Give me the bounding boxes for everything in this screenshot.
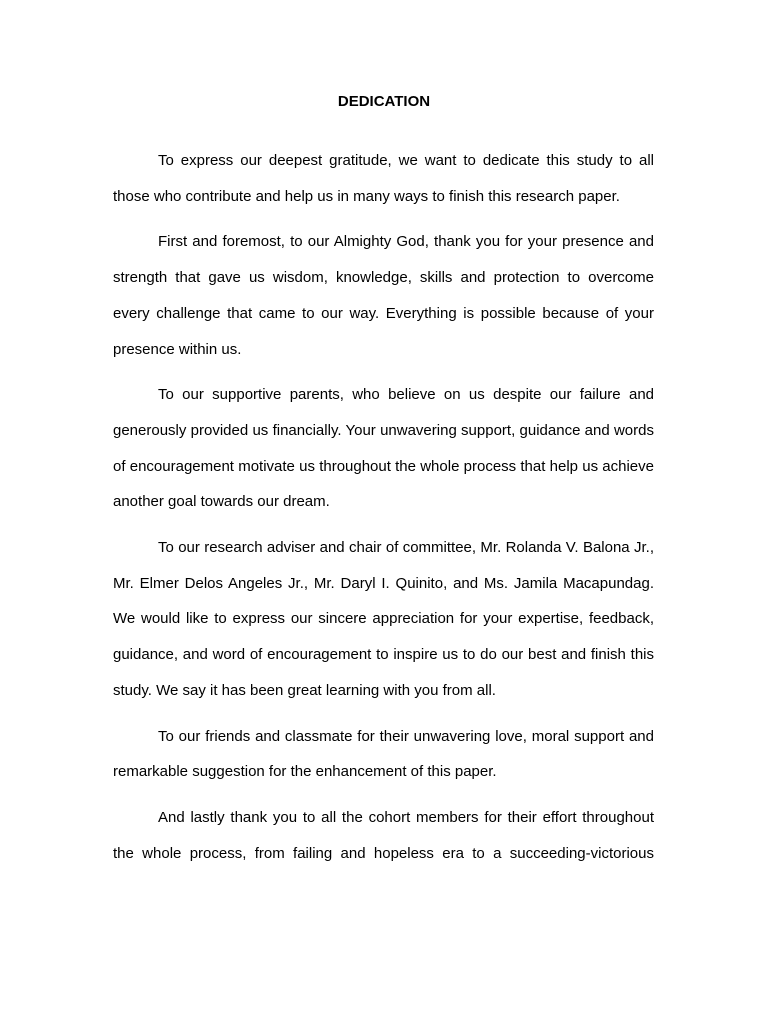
paragraph: To express our deepest gratitude, we want to dedicate this study to all those who contribute and help us in many ways to finish this research paper. bbox=[113, 152, 654, 205]
paragraph: To our research adviser and chair of committee, Mr. Rolanda V. Balona Jr., Mr. Elmer Delos Angeles Jr., Mr. Daryl I. Quinito, and Ms. Jamila Macapundag. We would like to express our sincere appreciation for your expertise, feedback, guidance, and word of encouragement to inspire us to do our best and finish this study. We say it has been great learning with you from all. bbox=[113, 539, 654, 699]
dedication-body bbox=[113, 143, 654, 881]
paragraph-continued: And lastly thank you to all the cohort members for their effort throughout the whole process, from failing and hopeless era to a succeeding-victorious bbox=[113, 808, 654, 862]
page-title: DEDICATION bbox=[337, 93, 431, 110]
paragraph: To our friends and classmate for their unwavering love, moral support and remarkable suggestion for the enhancement of this paper. bbox=[113, 727, 654, 781]
paragraph: First and foremost, to our Almighty God, thank you for your presence and strength that gave us wisdom, knowledge, skills and protection to overcome every challenge that came to our way. Everything is possible because of your presence within us. bbox=[113, 233, 654, 358]
paragraph: To our supportive parents, who believe on us despite our failure and generously provided us financially. Your unwavering support, guidance and words of encouragement motivate us throughout the whole process that help us achieve another goal towards our dream. bbox=[113, 386, 654, 511]
